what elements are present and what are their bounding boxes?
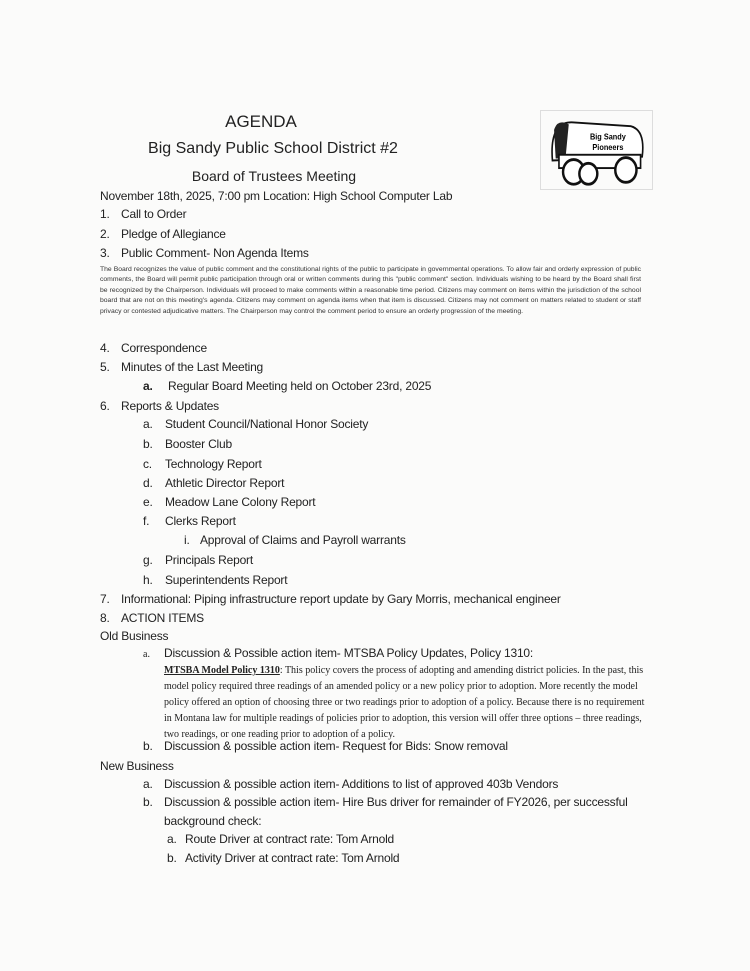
meeting-name: Board of Trustees Meeting (191, 168, 357, 184)
item-correspondence: 4. Correspondence (100, 341, 207, 355)
report-item: d. Athletic Director Report (143, 476, 285, 490)
new-business-b-cont: background check: (164, 814, 262, 828)
minutes-sub-a: a. Regular Board Meeting held on October 23rd, 2025 (143, 379, 432, 393)
report-item: c. Technology Report (143, 457, 262, 471)
policy-link[interactable]: MTSBA Model Policy 1310 (164, 665, 280, 676)
new-business-a: a. Discussion & possible action item- Additions to list of approved 403b Vendors (143, 777, 559, 791)
report-item: e. Meadow Lane Colony Report (143, 495, 316, 509)
report-item: a. Student Council/National Honor Society (143, 417, 369, 431)
item-informational: 7. Informational: Piping infrastructure report update by Gary Morris, mechanical engineer (100, 592, 561, 606)
item-public-comment: 3. Public Comment- Non Agenda Items (100, 246, 309, 260)
item-reports: 6. Reports & Updates (100, 399, 219, 413)
date-location: November 18th, 2025, 7:00 pm Location: High School Computer Lab (100, 189, 453, 203)
report-item: h. Superintendents Report (143, 573, 288, 587)
district-name: Big Sandy Public School District #2 (148, 140, 398, 157)
item-call-to-order: 1. Call to Order (100, 207, 187, 221)
bus-driver-route: a. Route Driver at contract rate: Tom Arnold (167, 832, 395, 846)
bus-driver-activity: b. Activity Driver at contract rate: Tom Arnold (167, 851, 400, 865)
item-pledge: 2. Pledge of Allegiance (100, 227, 226, 241)
report-item: g. Principals Report (143, 553, 253, 567)
old-business-a: a. Discussion & Possible action item- MTSBA Policy Updates, Policy 1310: MTSBA Model Policy 1310: This policy covers the process of adopting and amending district policies. In the past, this model policy required three readings of an amended policy or a new policy prior to adoption. More recently the model policy offered an option of choosing three or two readings prior to adoption of a policy. Because there is no requirement in Montana law for multiple readings of policies prior to adoption, this version will offer three options – three readings, two readings, or one reading prior to adoption of a policy. (143, 646, 645, 740)
svg-text:Big Sandy: Big Sandy (589, 132, 626, 142)
report-item: f. Clerks Report (143, 514, 236, 528)
report-subitem: i. Approval of Claims and Payroll warrants (184, 533, 406, 547)
report-item: b. Booster Club (143, 437, 232, 451)
public-comment-text: The Board recognizes the value of public comment and the constitutional rights of the public to participate in governmental operations. To allow fair and orderly expression of public comments, the Board will permit public participation through oral or written comments during this "public comment" section. Individuals wishing to be heard by the Board shall first be recognized by the Chairperson. Individuals will proceed to make comments within a reasonable time period. Citizens may comment on items within the jurisdiction of the school board that are not on this meeting's agenda. Citizens may comment on agenda items when that item is discussed. Citizens may not comment on matters related to student or staff privacy or contested adjudicative matters. The Chairperson may control the comment period to ensure an orderly progression of the meeting. (100, 266, 641, 315)
new-business-b: b. Discussion & possible action item- Hire Bus driver for remainder of FY2026, per successful (143, 795, 628, 809)
item-minutes: 5. Minutes of the Last Meeting (100, 360, 264, 374)
pioneers-logo (540, 110, 653, 190)
item-action-items: 8. ACTION ITEMS (100, 611, 204, 625)
svg-text:Pioneers: Pioneers (592, 142, 624, 153)
old-business-b: b. Discussion & possible action item- Request for Bids: Snow removal (143, 739, 508, 753)
agenda-title: AGENDA (225, 112, 297, 131)
policy-description: : This policy covers the process of adopting and amending district policies. In the past, this model policy required three readings of an amended policy or a new policy prior to adoption. More recently the model policy offered an option of choosing three or two readings prior to adoption of a policy. Because there is no requirement in Montana law for multiple readings of policies prior to adoption, this version will offer three options – three readings, two readings, or one reading prior to adoption of a policy. (164, 665, 645, 740)
new-business-heading: New Business (100, 759, 174, 773)
old-business-heading: Old Business (100, 629, 169, 643)
